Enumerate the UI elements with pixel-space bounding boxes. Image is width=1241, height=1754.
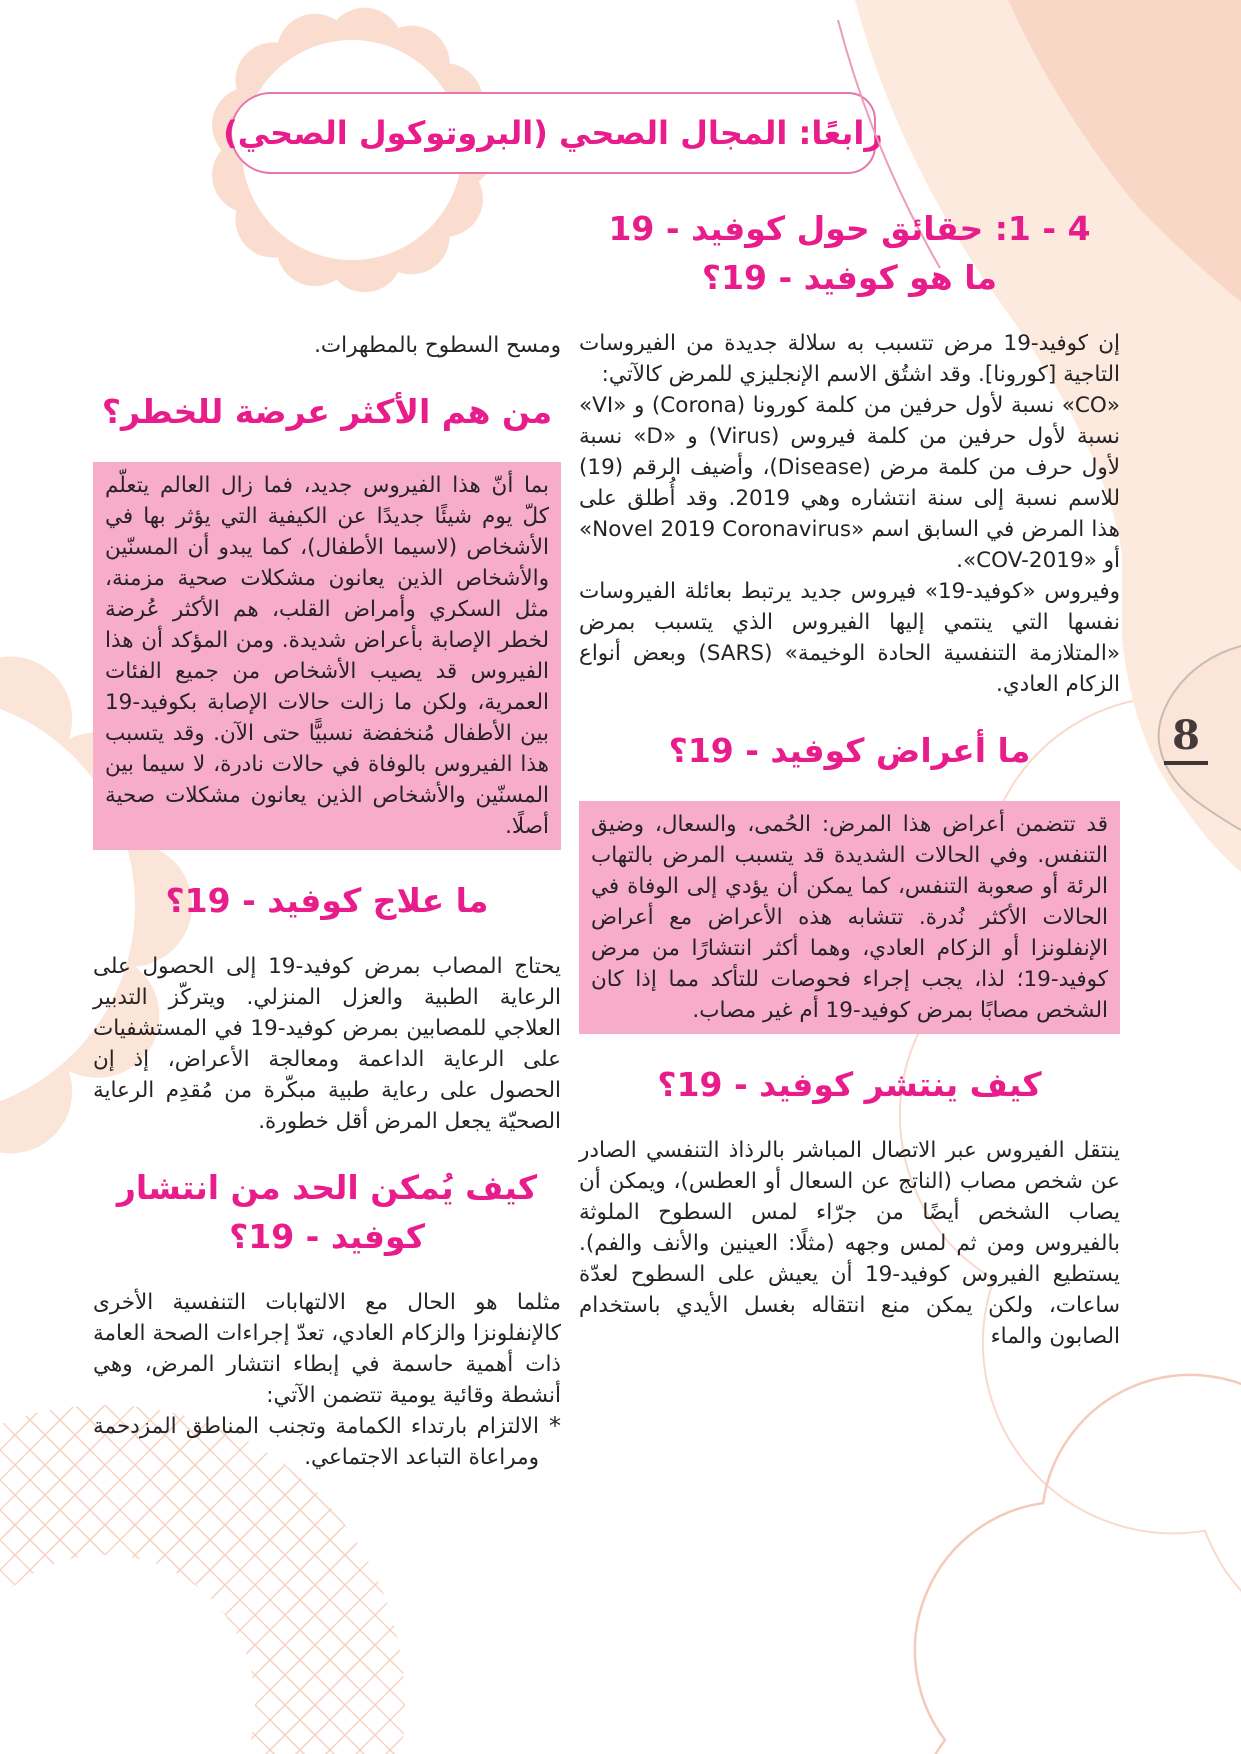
heading-facts-about-covid: [579, 204, 1120, 302]
paragraph-symptoms-highlighted: قد تتضمن أعراض هذا المرض: الحُمى، والسعال، وضيق التنفس. وفي الحالات الشديدة قد يتسبب المرض بالتهاب الرئة أو صعوبة التنفس، كما يمكن أن يؤدي إلى الوفاة في الحالات الأكثر نُدرة. تتشابه هذه الأعراض مع أعراض الإنفلونزا أو الزكام العادي، وهما أكثر انتشارًا من مرض كوفيد-19؛ لذا، يجب إجراء فحوصات للتأكد مما إذا كان الشخص مصابًا بمرض كوفيد-19 أم غير مصاب.: [579, 801, 1120, 1034]
column-right: [579, 204, 1120, 1352]
heading-what-is-covid: ما هو كوفيد - 19؟: [701, 258, 998, 297]
column-left: [93, 330, 561, 1473]
page-number: 8: [1164, 712, 1208, 765]
paragraph-risk-highlighted: بما أنّ هذا الفيروس جديد، فما زال العالم يتعلّم كلّ يوم شيئًا جديدًا عن الكيفية التي يؤثر بها في الأشخاص (لاسيما الأطفال)، كما يبدو أن المسنّين والأشخاص الذين يعانون مشكلات صحية مزمنة، مثل السكري وأمراض القلب، هم الأكثر عُرضة لخطر الإصابة بأعراض شديدة. ومن المؤكد أن هذا الفيروس قد يصيب الأشخاص من جميع الفئات العمرية، ولكن ما زالت حالات الإصابة بكوفيد-19 بين الأطفال مُنخفضة نسبيًّا حتى الآن. وقد يتسبب هذا الفيروس بالوفاة في حالات نادرة، لا سيما بين المسنّين والأشخاص الذين يعانون مشكلات صحية أصلًا.: [93, 462, 561, 850]
paragraph-continuation: ومسح السطوح بالمطهرات.: [314, 333, 561, 358]
paragraph-what-is-2: «CO» نسبة لأول حرفين من كلمة كورونا (Corona) و «VI» نسبة لأول حرفين من كلمة فيروس (Virus) و «D» نسبة لأول حرف من كلمة مرض (Disease)، وأضيف الرقم (19) للاسم نسبة إلى سنة انتشاره وهي 2019. وقد أُطلق على هذا المرض في السابق اسم «Novel 2019 Coronavirus» أو «COV-2019».: [579, 393, 1121, 573]
paragraph-how-it-spreads: ينتقل الفيروس عبر الاتصال المباشر بالرذاذ التنفسي الصادر عن شخص مصاب (الناتج عن السعال أو العطس)، ويمكن أن يصاب الشخص أيضًا من جرّاء لمس السطوح الملوثة بالفيروس ومن ثم لمس وجهه (مثلًا: العينين والأنف والفم). يستطيع الفيروس كوفيد-19 أن يعيش على السطوح لعدّة ساعات، ولكن يمكن منع انتقاله بغسل الأيدي باستخدام الصابون والماء: [579, 1138, 1120, 1349]
section-header-box: [223, 92, 883, 174]
heading-facts-line1: 4 - 1: حقائق حول كوفيد - 19: [608, 209, 1091, 248]
paragraph-treatment: يحتاج المصاب بمرض كوفيد-19 إلى الحصول على الرعاية الطبية والعزل المنزلي. ويتركّز التدبير العلاجي للمصابين بمرض كوفيد-19 في المستشفيات على الرعاية الداعمة ومعالجة الأعراض، إذ إن الحصول على رعاية طبية مبكّرة من مُقدِم الرعاية الصحيّة يجعل المرض أقل خطورة.: [93, 954, 562, 1134]
heading-symptoms: ما أعراض كوفيد - 19؟: [668, 731, 1031, 770]
section-title: رابعًا: المجال الصحي (البروتوكول الصحي): [223, 114, 883, 152]
paragraph-what-is-3: وفيروس «كوفيد-19» فيروس جديد يرتبط بعائلة الفيروسات نفسها التي ينتمي إليها الفيروس الذي يتسبب بمرض «المتلازمة التنفسية الحادة الوخيمة» (SARS) وبعض أنواع الزكام العادي.: [579, 579, 1120, 697]
heading-who-is-at-risk: من هم الأكثر عرضة للخطر؟: [101, 392, 553, 431]
bullet-text: الالتزام بارتداء الكمامة وتجنب المناطق المزدحمة ومراعاة التباعد الاجتماعي.: [93, 1414, 539, 1470]
bullet-marker: *: [549, 1412, 561, 1440]
bullet-mask-and-distancing: [93, 1411, 561, 1473]
paragraph-what-is-1: إن كوفيد-19 مرض تتسبب به سلالة جديدة من الفيروسات التاجية [كورونا]. وقد اشتُق الاسم الإنجليزي للمرض كالآتي:: [579, 331, 1121, 387]
paragraph-prevention: مثلما هو الحال مع الالتهابات التنفسية الأخرى كالإنفلونزا والزكام العادي، تعدّ إجراءات الصحة العامة ذات أهمية حاسمة في إبطاء انتشار المرض، وهي أنشطة وقائية يومية تتضمن الآتي:: [93, 1290, 561, 1408]
heading-prevention: كيف يُمكن الحد من انتشار كوفيد - 19؟: [116, 1168, 538, 1256]
heading-how-it-spreads: كيف ينتشر كوفيد - 19؟: [657, 1065, 1042, 1104]
heading-treatment: ما علاج كوفيد - 19؟: [165, 881, 489, 920]
